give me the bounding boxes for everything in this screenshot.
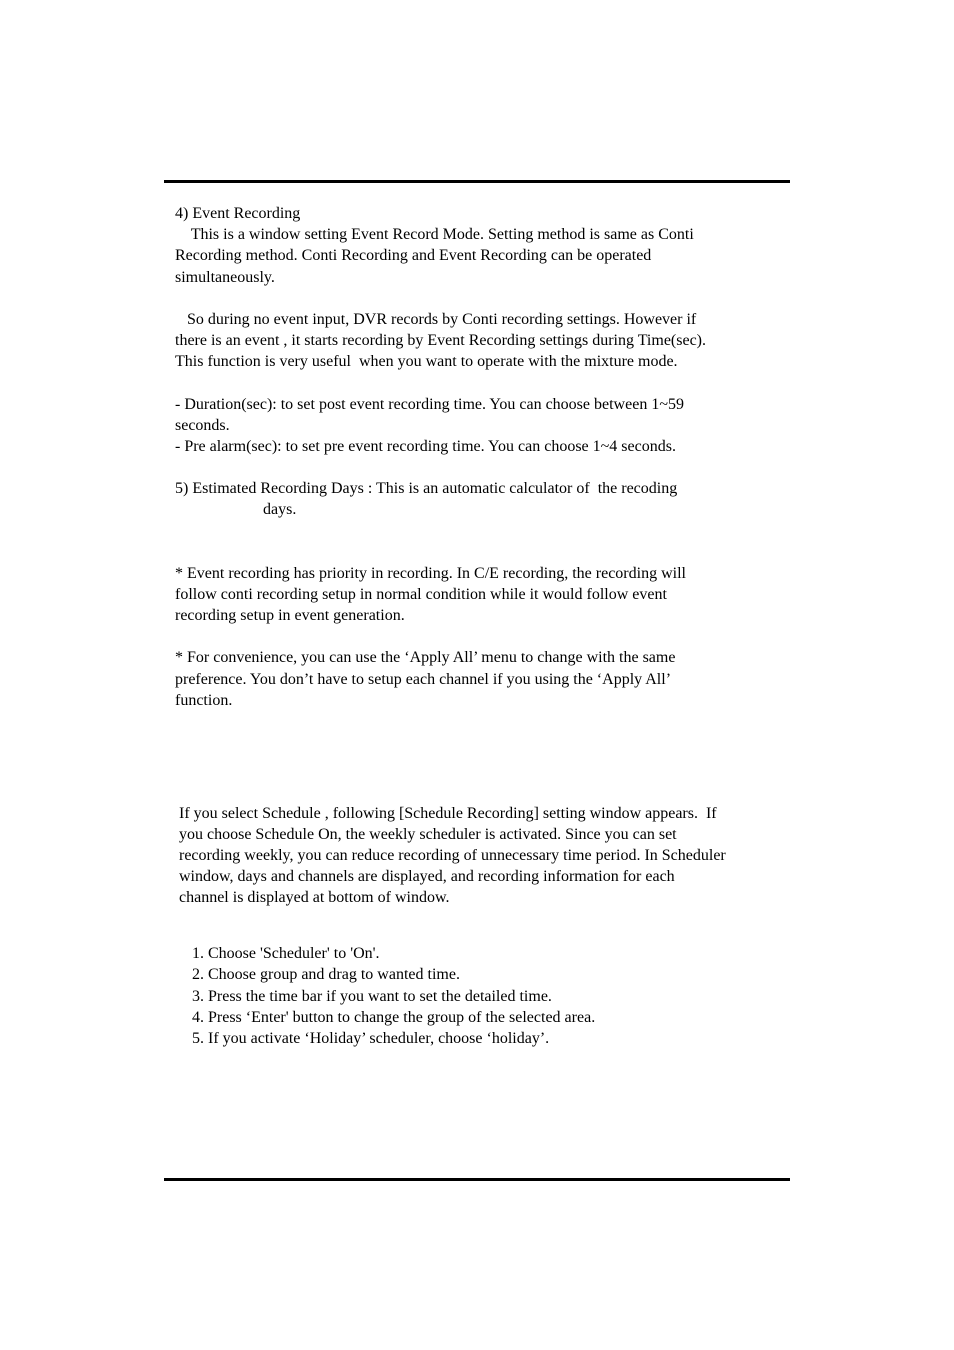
paragraph-line: simultaneously.	[175, 269, 275, 286]
step-item: 4. Press ‘Enter' button to change the group of the selected area.	[192, 1009, 596, 1026]
note-line: * For convenience, you can use the ‘Apply All’ menu to change with the same	[175, 649, 676, 666]
paragraph-line: Recording method. Conti Recording and Event Recording can be operated	[175, 247, 652, 264]
paragraph-line: So during no event input, DVR records by Conti recording settings. However if	[175, 311, 697, 328]
note-line: preference. You don’t have to setup each channel if you using the ‘Apply All’	[175, 671, 672, 688]
note-line: * Event recording has priority in recording. In C/E recording, the recording will	[175, 565, 686, 582]
paragraph-line: channel is displayed at bottom of window.	[179, 889, 450, 906]
paragraph-line: you choose Schedule On, the weekly scheduler is activated. Since you can set	[179, 826, 677, 843]
note-line: function.	[175, 692, 233, 709]
bullet-line: - Duration(sec): to set post event recording time. You can choose between 1~59	[175, 396, 684, 413]
top-rule	[164, 180, 790, 183]
paragraph-line: recording weekly, you can reduce recording of unnecessary time period. In Scheduler	[179, 847, 726, 864]
bullet-line: - Pre alarm(sec): to set pre event recording time. You can choose 1~4 seconds.	[175, 438, 676, 455]
paragraph-line: This is a window setting Event Record Mode. Setting method is same as Conti	[175, 226, 694, 243]
paragraph-line: there is an event , it starts recording by Event Recording settings during Time(sec).	[175, 332, 706, 349]
bottom-rule	[164, 1178, 790, 1181]
paragraph-line: If you select Schedule , following [Schedule Recording] setting window appears. If	[179, 805, 717, 822]
paragraph-line: days.	[263, 501, 297, 518]
paragraph-line: window, days and channels are displayed, and recording information for each	[179, 868, 675, 885]
note-line: follow conti recording setup in normal condition while it would follow event	[175, 586, 667, 603]
step-item: 1. Choose 'Scheduler' to 'On'.	[192, 945, 380, 962]
bullet-line: seconds.	[175, 417, 230, 434]
step-item: 3. Press the time bar if you want to set the detailed time.	[192, 988, 552, 1005]
section-heading: 4) Event Recording	[175, 205, 301, 222]
paragraph-line: This function is very useful when you want to operate with the mixture mode.	[175, 353, 678, 370]
section-heading: 5) Estimated Recording Days : This is an automatic calculator of the recoding	[175, 480, 678, 497]
step-item: 2. Choose group and drag to wanted time.	[192, 966, 460, 983]
note-line: recording setup in event generation.	[175, 607, 405, 624]
step-item: 5. If you activate ‘Holiday’ scheduler, choose ‘holiday’.	[192, 1030, 550, 1047]
